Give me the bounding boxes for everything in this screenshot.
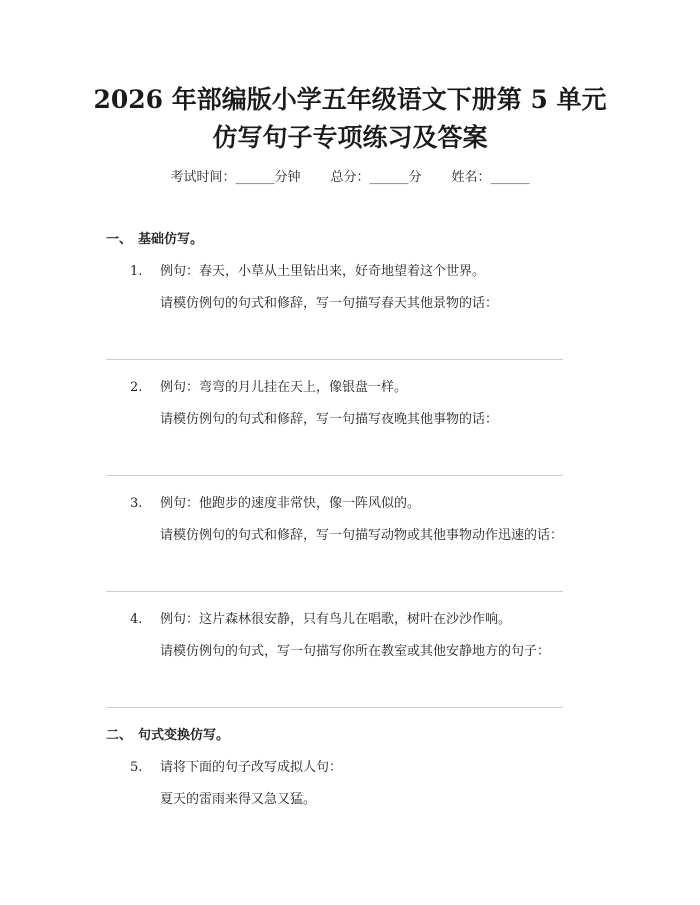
section-number: 一、 bbox=[106, 232, 133, 247]
question-example-text: 例句：这片森林很安静，只有鸟儿在唱歌，树叶在沙沙作响。 bbox=[160, 612, 512, 627]
question-number: 5. bbox=[130, 760, 143, 775]
page-title-line-2: 仿写句子专项练习及答案 bbox=[212, 123, 488, 152]
question-source-text: 夏天的雷雨来得又急又猛。 bbox=[160, 792, 317, 807]
student-name-label: 姓名：______ bbox=[451, 170, 530, 185]
question-number: 3. bbox=[130, 496, 143, 511]
question-example-text: 例句：春天，小草从土里钻出来，好奇地望着这个世界。 bbox=[160, 264, 486, 279]
question-number: 2. bbox=[130, 380, 143, 395]
total-score-label: 总分：______分 bbox=[330, 170, 422, 185]
question-prompt-text: 请模仿例句的句式和修辞，写一句描写春天其他景物的话： bbox=[160, 296, 499, 311]
question-prompt-text: 请模仿例句的句式和修辞，写一句描写夜晚其他事物的话： bbox=[160, 412, 499, 427]
question-prompt-text: 请模仿例句的句式，写一句描写你所在教室或其他安静地方的句子： bbox=[160, 644, 551, 659]
question-instruction-text: 请将下面的句子改写成拟人句： bbox=[160, 760, 343, 775]
answer-line[interactable] bbox=[106, 359, 563, 360]
answer-line[interactable] bbox=[106, 591, 563, 592]
section-heading bbox=[106, 726, 229, 746]
question-example-text: 例句：弯弯的月儿挂在天上，像银盘一样。 bbox=[160, 380, 408, 395]
exam-time-label: 考试时间：______分钟 bbox=[170, 170, 301, 185]
section-number: 二、 bbox=[106, 728, 133, 743]
answer-line[interactable] bbox=[106, 707, 563, 708]
question-prompt-text: 请模仿例句的句式和修辞，写一句描写动物或其他事物动作迅速的话： bbox=[160, 528, 564, 543]
question-number: 1. bbox=[130, 264, 143, 279]
section-title: 基础仿写。 bbox=[138, 232, 204, 247]
answer-line[interactable] bbox=[106, 475, 563, 476]
question-example-text: 例句：他跑步的速度非常快，像一阵风似的。 bbox=[160, 496, 421, 511]
section-title: 句式变换仿写。 bbox=[138, 728, 230, 743]
question-number: 4. bbox=[130, 612, 143, 627]
section-heading bbox=[106, 230, 203, 250]
page-title-line-1: 2026 年部编版小学五年级语文下册第 5 单元 bbox=[93, 85, 607, 114]
exam-info bbox=[0, 168, 700, 188]
